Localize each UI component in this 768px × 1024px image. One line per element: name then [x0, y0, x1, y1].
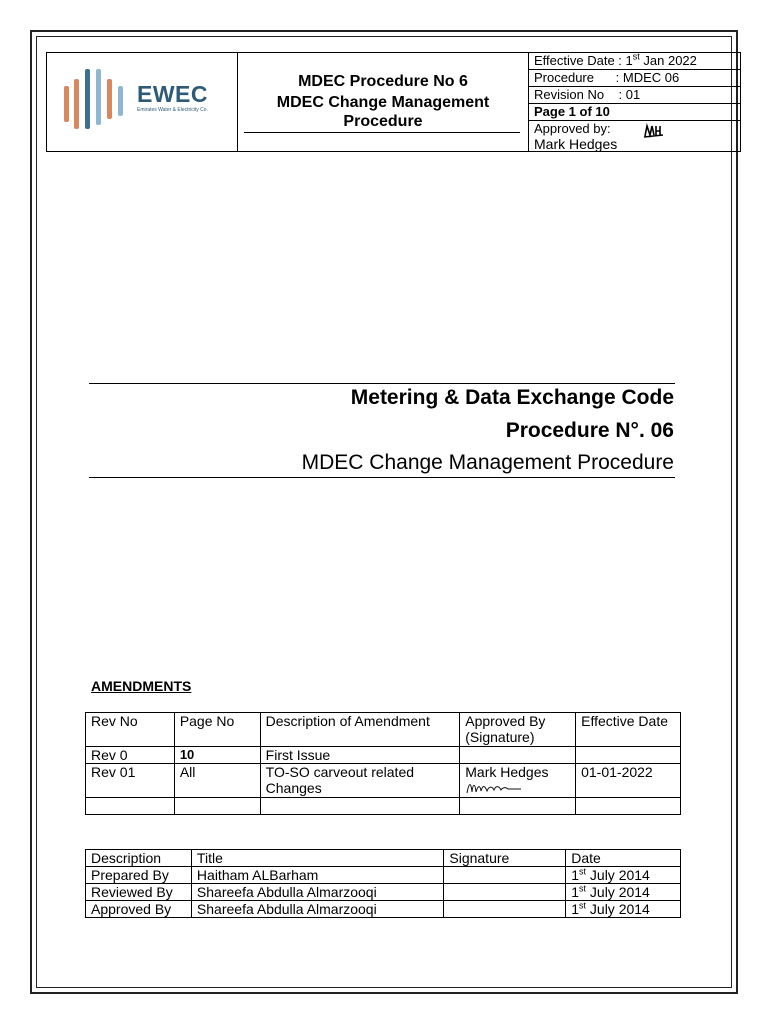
- cell-approved-by: [460, 798, 576, 815]
- cell-description: [260, 798, 460, 815]
- table-row: [86, 764, 681, 798]
- cell-page: 10: [174, 747, 260, 764]
- page-border-inner: [36, 36, 732, 988]
- table-row: [86, 747, 681, 764]
- logo-bar-1: [64, 86, 69, 122]
- page-number-row: Page 1 of 10: [529, 104, 740, 121]
- cell-approved-by: [460, 747, 576, 764]
- header-title-line-1: MDEC Procedure No 6: [298, 73, 468, 90]
- logo-bar-3: [85, 69, 90, 129]
- initials-signature: [643, 123, 665, 139]
- cell-description: Prepared By: [86, 867, 192, 884]
- code-title: Metering & Data Exchange Code: [350, 386, 674, 409]
- cell-signature: [444, 901, 566, 918]
- cell-rev: [86, 798, 175, 815]
- table-row: [86, 884, 681, 901]
- cell-date: 1st July 2014: [566, 867, 681, 884]
- cell-title: Shareefa Abdulla Almarzooqi: [191, 901, 443, 918]
- logo-bar-5: [107, 79, 112, 119]
- header-title-line-2: MDEC Change Management: [276, 94, 490, 111]
- logo-wordmark: EWEC: [137, 81, 208, 107]
- cell-description: TO-SO carveout related Changes: [260, 764, 460, 798]
- logo-bar-6: [118, 86, 123, 116]
- handwritten-signature: [465, 780, 525, 796]
- col-header-effective-date: Effective Date: [576, 713, 681, 747]
- cell-signature: [444, 867, 566, 884]
- effective-date-rest: Jan 2022: [639, 53, 697, 68]
- cell-rev: Rev 01: [86, 764, 175, 798]
- effective-date-label: Effective Date : 1: [534, 53, 633, 68]
- col-header-signature: Signature: [444, 850, 566, 867]
- approved-by-name: Mark Hedges: [534, 136, 618, 152]
- header-title-rule: [244, 132, 520, 133]
- approved-by-row: [529, 121, 740, 153]
- header-meta-cell: [528, 52, 741, 152]
- header-title-cell: [238, 52, 528, 152]
- cell-page: [174, 798, 260, 815]
- header-title-line-3: Procedure: [343, 113, 423, 130]
- amendments-table: [85, 712, 681, 815]
- cell-date: 1st July 2014: [566, 884, 681, 901]
- cell-signature: [444, 884, 566, 901]
- cell-description: Reviewed By: [86, 884, 192, 901]
- cell-effective-date: 01-01-2022: [576, 764, 681, 798]
- cell-effective-date: [576, 798, 681, 815]
- effective-date-sup: st: [632, 51, 640, 62]
- col-header-date: Date: [566, 850, 681, 867]
- approver-name: Mark Hedges: [465, 764, 549, 780]
- logo-bar-4: [96, 69, 101, 125]
- col-header-approved-by: Approved By (Signature): [460, 713, 576, 747]
- amendments-heading: AMENDMENTS: [91, 678, 192, 694]
- cell-description: First Issue: [260, 747, 460, 764]
- cell-title: Haitham ALBarham: [191, 867, 443, 884]
- effective-date-row: [529, 53, 740, 70]
- col-header-page: Page No: [174, 713, 260, 747]
- cell-effective-date: [576, 747, 681, 764]
- logo-bar-2: [74, 79, 79, 129]
- cell-page: All: [174, 764, 260, 798]
- procedure-row: Procedure : MDEC 06: [529, 70, 740, 87]
- cell-approved-by: [460, 764, 576, 798]
- amendments-header-row: [86, 713, 681, 747]
- document-header: [46, 52, 741, 153]
- cell-description: Approved By: [86, 901, 192, 918]
- approvals-table: [85, 849, 681, 918]
- logo-cell: [46, 52, 238, 152]
- table-row: [86, 798, 681, 815]
- title-top-rule: [89, 383, 675, 384]
- col-header-description: Description of Amendment: [260, 713, 460, 747]
- cell-rev: Rev 0: [86, 747, 175, 764]
- approvals-header-row: [86, 850, 681, 867]
- procedure-name: MDEC Change Management Procedure: [301, 451, 674, 474]
- logo-tagline: Emirates Water & Electricity Co.: [137, 107, 208, 113]
- title-bottom-rule: [89, 477, 675, 478]
- col-header-description: Description: [86, 850, 192, 867]
- col-header-rev: Rev No: [86, 713, 175, 747]
- col-header-title: Title: [191, 850, 443, 867]
- table-row: [86, 867, 681, 884]
- approved-by-label: Approved by:: [534, 121, 611, 136]
- procedure-number: Procedure N°. 06: [505, 419, 674, 442]
- table-row: [86, 901, 681, 918]
- cell-date: 1st July 2014: [566, 901, 681, 918]
- cell-title: Shareefa Abdulla Almarzooqi: [191, 884, 443, 901]
- revision-row: Revision No : 01: [529, 87, 740, 104]
